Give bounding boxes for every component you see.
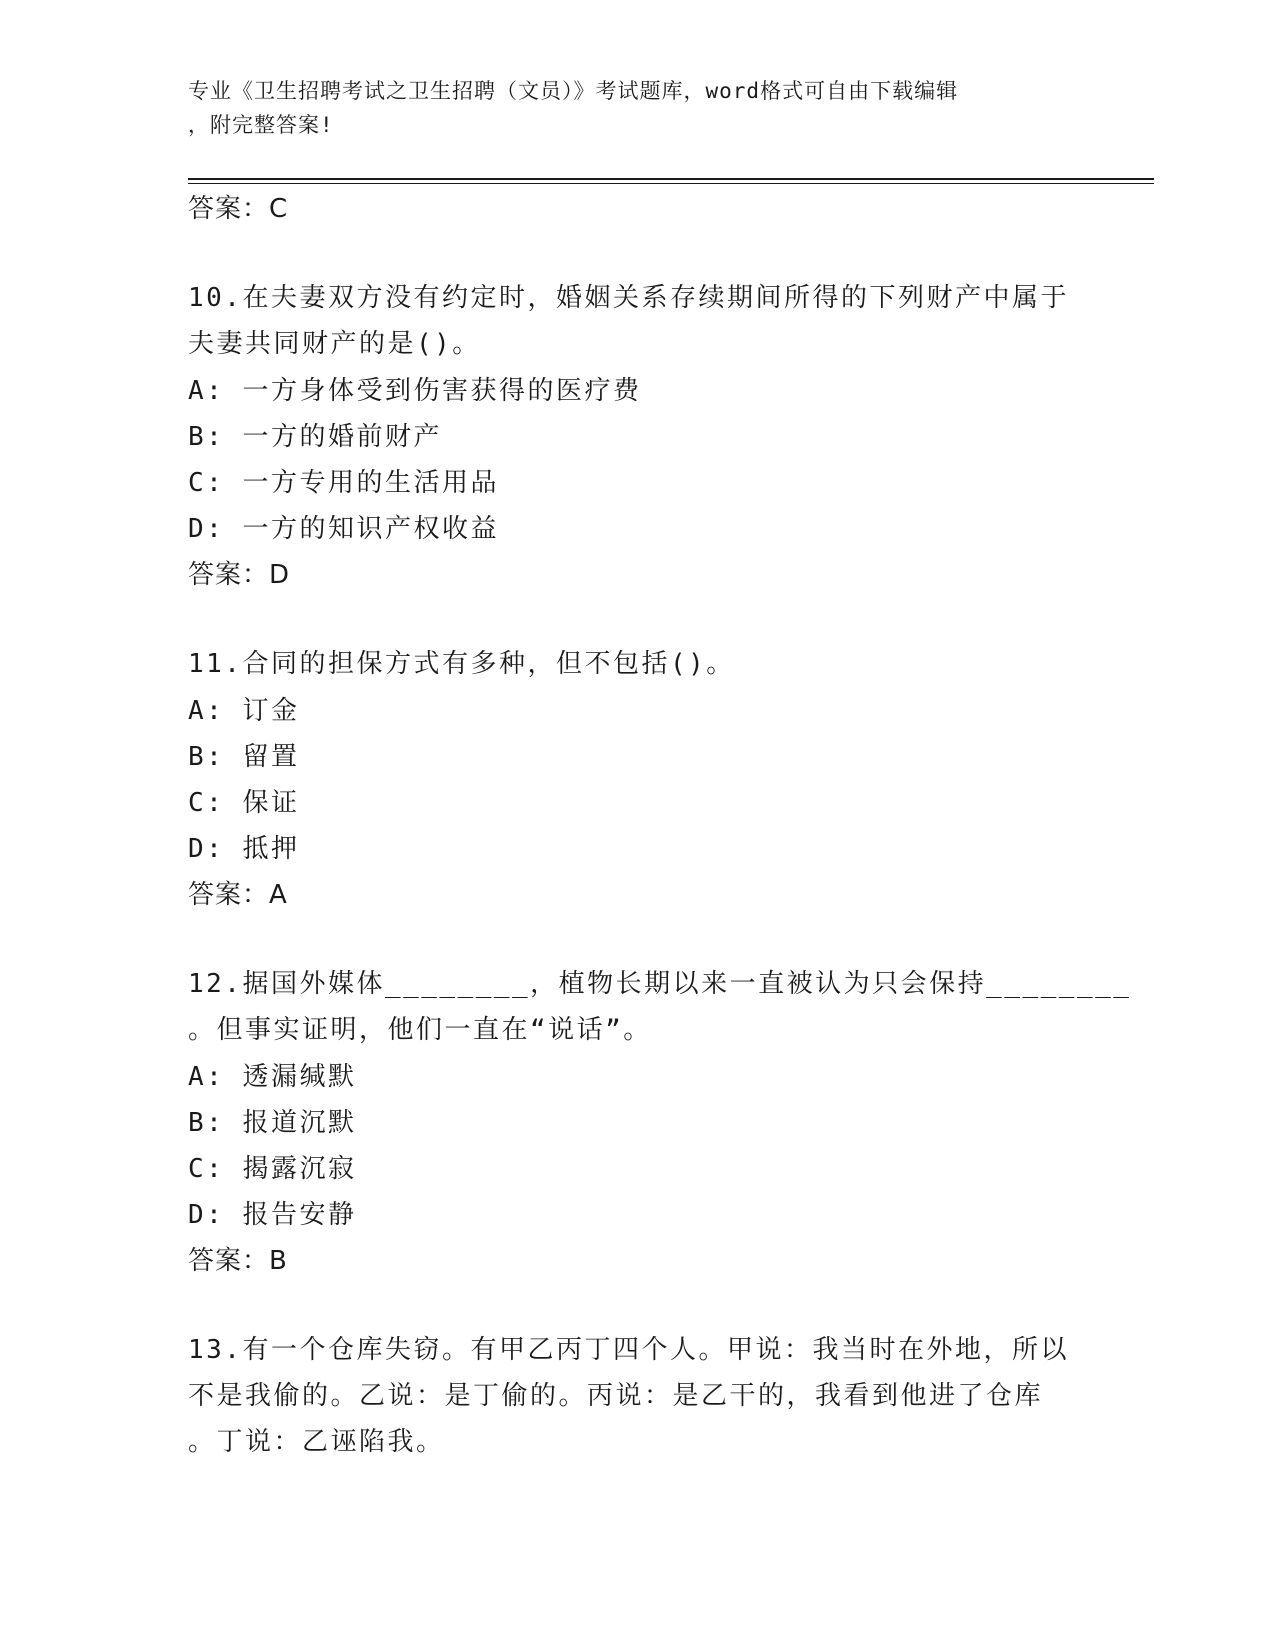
- answer-line: 答案：C: [188, 194, 289, 224]
- question-text: 12.据国外媒体________，植物长期以来一直被认为只会保持________: [188, 969, 1132, 999]
- question-text: 10.在夫妻双方没有约定时，婚姻关系存续期间所得的下列财产中属于: [188, 283, 1069, 313]
- option-a: A: 透漏缄默: [188, 1062, 357, 1092]
- question-13: [188, 1328, 1078, 1466]
- document-header: [188, 74, 1068, 142]
- option-a: A: 一方身体受到伤害获得的医疗费: [188, 376, 642, 406]
- answer-line: 答案：D: [188, 560, 291, 590]
- header-divider-thin: [188, 183, 1154, 184]
- question-10: [188, 276, 1078, 598]
- question-text: 。但事实证明，他们一直在“说话”。: [188, 1015, 652, 1045]
- option-d: D: 一方的知识产权收益: [188, 514, 499, 544]
- answer-line: 答案：B: [188, 1246, 288, 1276]
- question-text: 夫妻共同财产的是()。: [188, 329, 481, 359]
- question-list: [188, 186, 1132, 1466]
- question-12: [188, 962, 1132, 1284]
- option-d: D: 抵押: [188, 834, 300, 864]
- question-text: 。丁说：乙诬陷我。: [188, 1427, 445, 1457]
- header-line-1: 专业《卫生招聘考试之卫生招聘（文员）》考试题库，word格式可自由下载编辑: [188, 79, 959, 103]
- question-11: [188, 642, 1078, 918]
- question-text: 11.合同的担保方式有多种，但不包括()。: [188, 649, 735, 679]
- option-c: C: 一方专用的生活用品: [188, 468, 499, 498]
- option-c: C: 揭露沉寂: [188, 1154, 357, 1184]
- header-divider-thick: [188, 178, 1154, 180]
- option-b: B: 报道沉默: [188, 1108, 357, 1138]
- option-d: D: 报告安静: [188, 1200, 357, 1230]
- answer-line: 答案：A: [188, 880, 288, 910]
- option-c: C: 保证: [188, 788, 300, 818]
- option-b: B: 留置: [188, 742, 300, 772]
- header-line-2: ，附完整答案!: [188, 113, 334, 137]
- option-b: B: 一方的婚前财产: [188, 422, 442, 452]
- question-text: 不是我偷的。乙说：是丁偷的。丙说：是乙干的，我看到他进了仓库: [188, 1381, 1044, 1411]
- option-a: A: 订金: [188, 696, 300, 726]
- question-text: 13.有一个仓库失窃。有甲乙丙丁四个人。甲说：我当时在外地，所以: [188, 1335, 1069, 1365]
